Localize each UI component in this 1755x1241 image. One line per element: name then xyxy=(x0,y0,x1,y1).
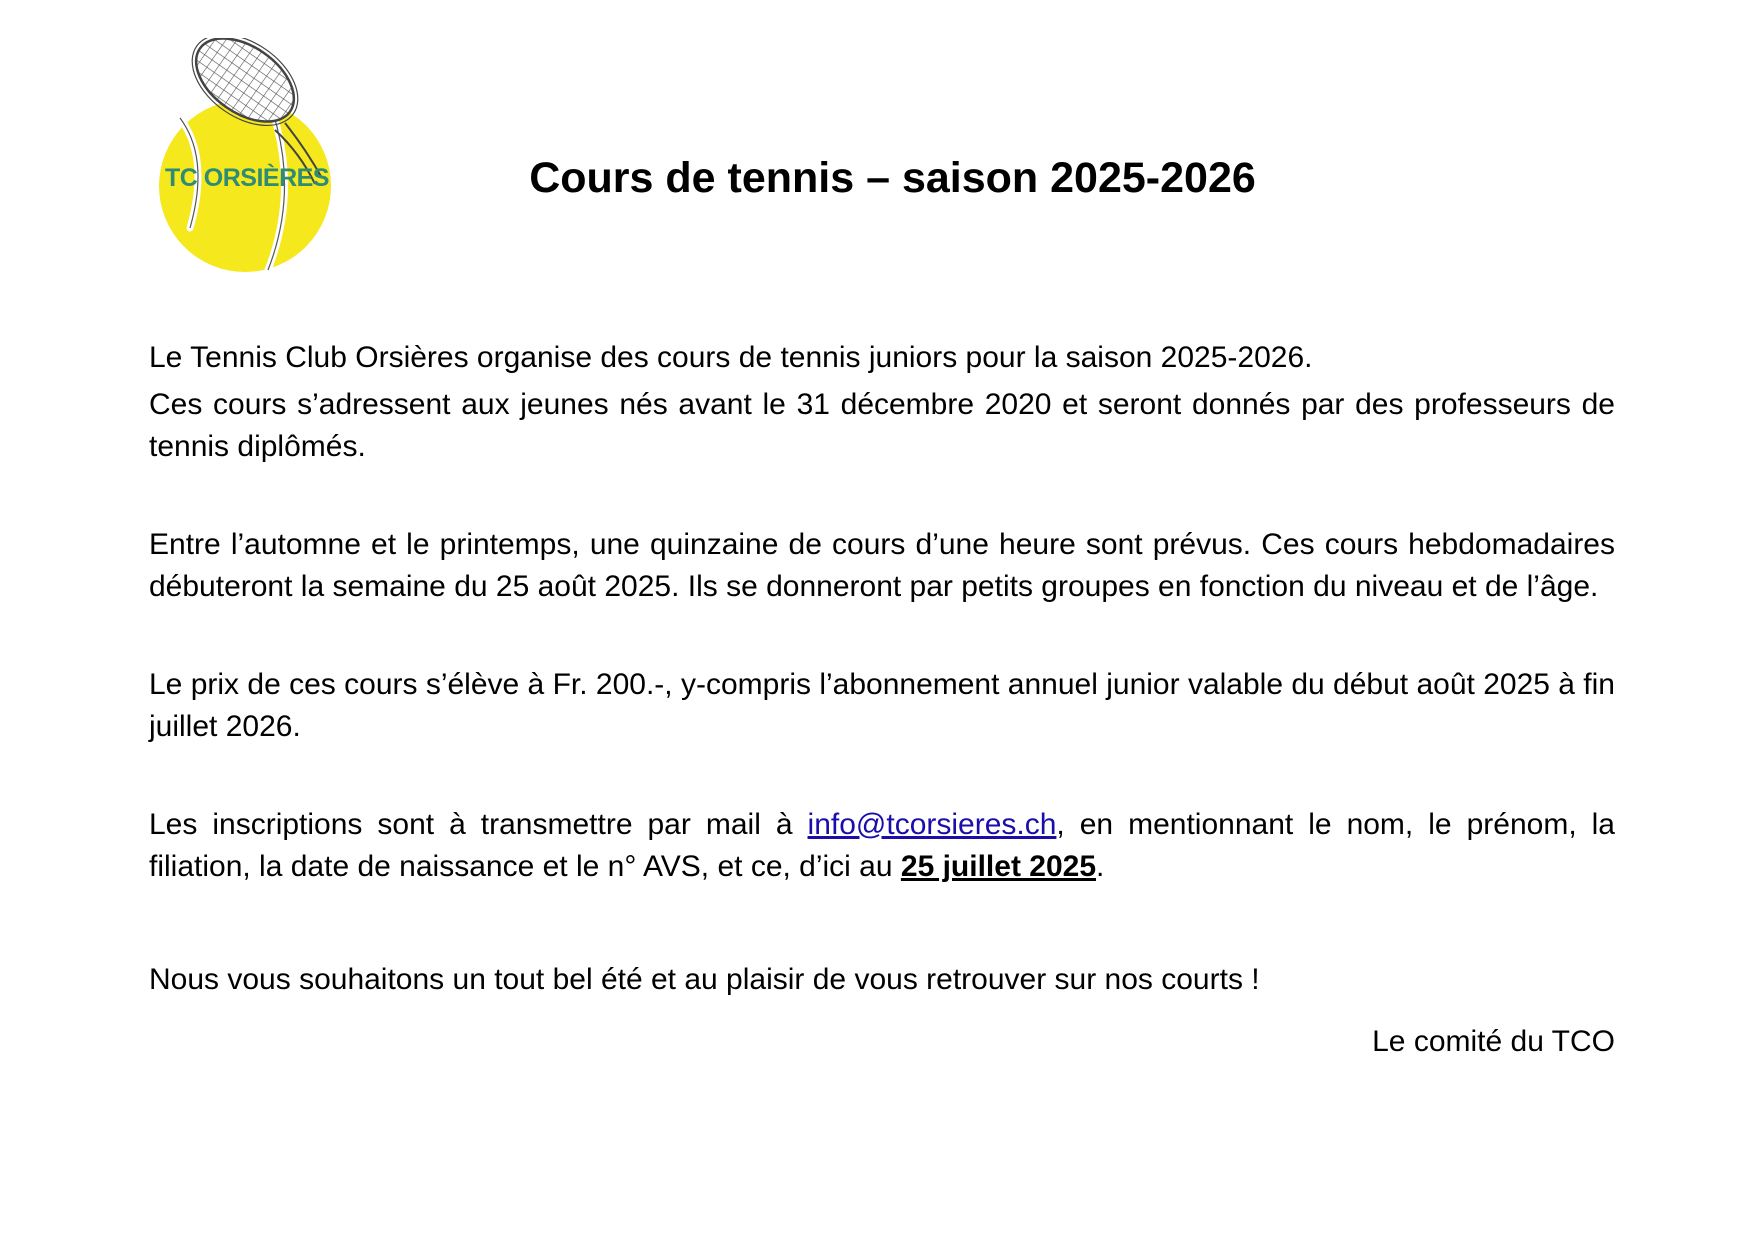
paragraph-audience: Ces cours s’adressent aux jeunes nés avant le 31 décembre 2020 et seront donnés par des professeurs de tennis diplômés. xyxy=(149,387,1615,463)
email-link[interactable]: info@tcorsieres.ch xyxy=(807,807,1057,841)
registration-deadline: 25 juillet 2025 xyxy=(900,850,1097,883)
signature: Le comité du TCO xyxy=(1372,1025,1615,1058)
page-title: Cours de tennis – saison 2025-2026 xyxy=(529,154,1256,202)
registration-text-middle: , en mentionnant le nom, le prénom, la filiation, la date de naissance et le n° AVS, et ce, d’ici au xyxy=(149,807,1615,883)
paragraph-schedule: Entre l’automne et le printemps, une quinzaine de cours d’une heure sont prévus. Ces cours hebdomadaires débuteront la semaine du 25 août 2025. Ils se donneront par petits groupes en fonction du niveau et de l’âge. xyxy=(149,527,1615,603)
registration-text-end: . xyxy=(1096,850,1105,883)
paragraph-closing: Nous vous souhaitons un tout bel été et au plaisir de vous retrouver sur nos courts ! xyxy=(149,962,1260,996)
paragraph-registration xyxy=(149,804,1615,889)
paragraph-price: Le prix de ces cours s’élève à Fr. 200.-, y-compris l’abonnement annuel junior valable du début août 2025 à fin juillet 2026. xyxy=(149,667,1615,743)
logo-text: TC ORSIÈRES xyxy=(165,164,329,192)
registration-text-start: Les inscriptions sont à transmettre par mail à xyxy=(149,807,808,841)
paragraph-intro: Le Tennis Club Orsières organise des cours de tennis juniors pour la saison 2025-2026. xyxy=(149,341,1313,374)
document-body xyxy=(149,337,1615,1064)
